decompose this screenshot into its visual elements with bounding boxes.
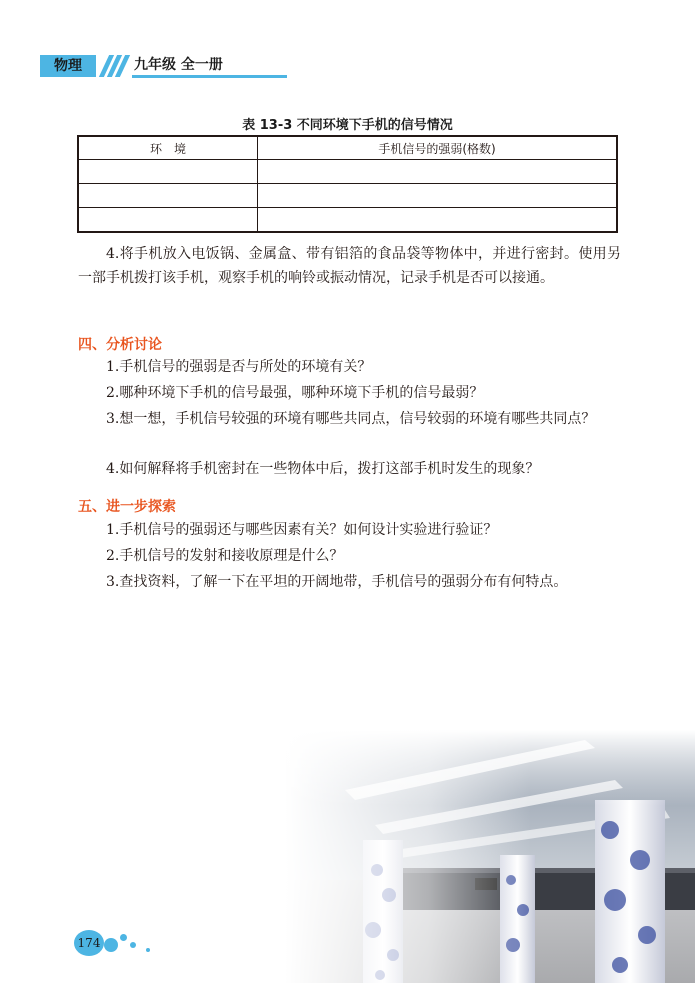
column-header-signal: 手机信号的强弱(格数) [258, 136, 618, 160]
page-number: 174 [74, 930, 104, 956]
decorative-dot [146, 948, 150, 952]
subway-photo-graphic [285, 730, 695, 983]
section-4-item: 4.如何解释将手机密封在一些物体中后，拨打这部手机时发生的现象？ [106, 461, 540, 477]
table-cell [258, 184, 618, 208]
table-cell [78, 160, 258, 184]
table-row [78, 160, 617, 184]
section-5-title: 五、进一步探索 [78, 499, 176, 515]
table-row [78, 184, 617, 208]
subject-label: 物理 [40, 55, 96, 77]
header-underline [132, 75, 287, 78]
page-header [40, 55, 245, 77]
table-cell [78, 184, 258, 208]
subway-station-photo [285, 730, 695, 983]
column-header-environment: 环 境 [78, 136, 258, 160]
section-4-item: 2.哪种环境下手机的信号最强，哪种环境下手机的信号最弱？ [106, 385, 484, 401]
section-4-item: 1.手机信号的强弱是否与所处的环境有关？ [106, 359, 372, 375]
table-cell [258, 208, 618, 233]
decorative-dot [104, 938, 118, 952]
grade-label: 九年级 全一册 [134, 57, 223, 73]
table-cell [78, 208, 258, 233]
table-cell [258, 160, 618, 184]
section-5-item: 1.手机信号的强弱还与哪些因素有关？如何设计实验进行验证？ [106, 522, 498, 538]
table-row [78, 208, 617, 233]
step-4-paragraph: 4.将手机放入电饭锅、金属盒、带有铝箔的食品袋等物体中，并进行密封。使用另一部手机拨打该手机，观察手机的响铃或振动情况，记录手机是否可以接通。 [78, 246, 621, 286]
table-caption: 表 13-3 不同环境下手机的信号情况 [242, 118, 453, 133]
section-5-item: 2.手机信号的发射和接收原理是什么？ [106, 548, 344, 564]
decorative-dot [130, 942, 136, 948]
section-5-item: 3.查找资料，了解一下在平坦的开阔地带，手机信号的强弱分布有何特点。 [106, 574, 568, 590]
signal-table [77, 135, 618, 233]
section-4-item: 3.想一想，手机信号较强的环境有哪些共同点，信号较弱的环境有哪些共同点？ [106, 411, 596, 427]
table-header-row [78, 136, 617, 160]
section-4-title: 四、分析讨论 [78, 337, 162, 353]
decorative-dot [120, 934, 127, 941]
